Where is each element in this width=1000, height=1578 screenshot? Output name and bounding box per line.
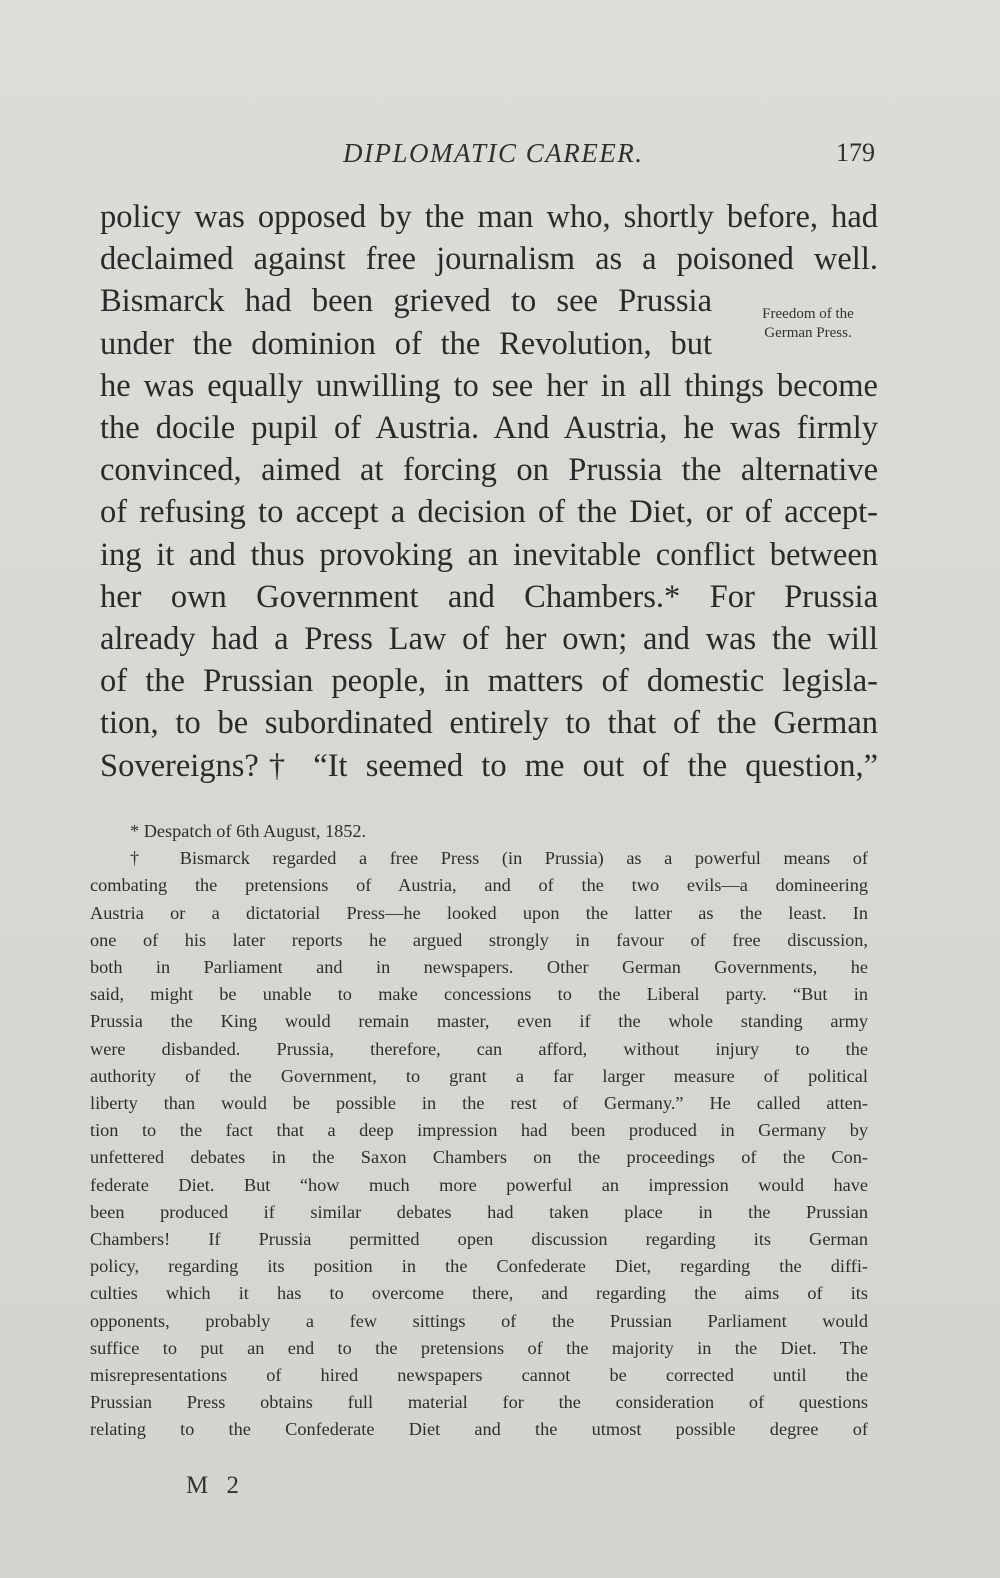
text-line: already had a Press Law of her own; and was the will	[100, 621, 878, 658]
footnotes	[90, 818, 868, 1444]
footnote-line: were disbanded. Prussia, therefore, can afford, without injury to the	[90, 1038, 868, 1059]
footnote-line: unfettered debates in the Saxon Chambers on the proceedings of the Con-	[90, 1147, 868, 1168]
footnote-line: liberty than would be possible in the rest of Germany.” He called atten-	[90, 1093, 868, 1114]
footnote-line: said, might be unable to make concessions to the Liberal party. “But in	[90, 984, 868, 1005]
footnote-line: misrepresentations of hired newspapers cannot be corrected until the	[90, 1365, 868, 1386]
footnote-line: culties which it has to overcome there, and regarding the aims of its	[90, 1283, 868, 1304]
footnote-line: Prussia the King would remain master, even if the whole standing army	[90, 1011, 868, 1032]
text-line: of the Prussian people, in matters of domestic legisla-	[100, 663, 878, 700]
footnote-line: combating the pretensions of Austria, and of the two evils—a domineering	[90, 875, 868, 896]
footnote-line: tion to the fact that a deep impression had been produced in Germany by	[90, 1120, 868, 1141]
text-line: convinced, aimed at forcing on Prussia the alternative	[100, 452, 878, 489]
signature-mark: M 2	[186, 1472, 245, 1499]
footnote-line: one of his later reports he argued strongly in favour of free discussion,	[90, 929, 868, 950]
text-line: Bismarck had been grieved to see Prussia	[100, 283, 712, 320]
page-number: 179	[836, 138, 875, 167]
footnote-line: suffice to put an end to the pretensions of the majority in the Diet. The	[90, 1337, 868, 1358]
text-line: her own Government and Chambers.* For Prussia	[100, 578, 878, 615]
footnote-line: both in Parliament and in newspapers. Other German Governments, he	[90, 957, 868, 978]
text-line: of refusing to accept a decision of the Diet, or of accept-	[100, 494, 878, 531]
text-line: he was equally unwilling to see her in all things become	[100, 367, 878, 404]
running-head: DIPLOMATIC CAREER.	[343, 138, 644, 168]
marginal-note	[738, 305, 878, 343]
footnote-line: opponents, probably a few sittings of the Prussian Parliament would	[90, 1310, 868, 1331]
marginal-note-line: German Press.	[764, 325, 852, 341]
footnote-line: relating to the Confederate Diet and the utmost possible degree of	[90, 1419, 868, 1440]
footnote-line: policy, regarding its position in the Confederate Diet, regarding the diffi-	[90, 1256, 868, 1277]
footnote-line: Austria or a dictatorial Press—he looked upon the latter as the least. In	[90, 902, 868, 923]
text-line: the docile pupil of Austria. And Austria, he was firmly	[100, 410, 878, 447]
main-text	[100, 196, 878, 787]
footnote-line: federate Diet. But “how much more powerful an impression would have	[90, 1174, 868, 1195]
footnote-line: * Despatch of 6th August, 1852.	[130, 821, 367, 841]
footnote-line: Chambers! If Prussia permitted open discussion regarding its German	[90, 1229, 868, 1250]
text-line: policy was opposed by the man who, shortly before, had	[100, 199, 878, 235]
text-line: declaimed against free journalism as a poisoned well.	[100, 241, 878, 278]
text-line: ing it and thus provoking an inevitable conflict between	[100, 536, 878, 573]
text-line: tion, to be subordinated entirely to that of the German	[100, 705, 878, 742]
footnote-line: authority of the Government, to grant a far larger measure of political	[90, 1065, 868, 1086]
footnote-line: † Bismarck regarded a free Press (in Prussia) as a powerful means of	[130, 848, 868, 869]
text-line: under the dominion of the Revolution, but	[100, 325, 712, 362]
text-line: Sovereigns?† “It seemed to me out of the question,”	[100, 747, 878, 784]
footnote-line: Prussian Press obtains full material for the consideration of questions	[90, 1392, 868, 1413]
page-header	[100, 138, 875, 178]
footnote-line: been produced if similar debates had taken place in the Prussian	[90, 1201, 868, 1222]
marginal-note-line: Freedom of the	[762, 306, 854, 322]
